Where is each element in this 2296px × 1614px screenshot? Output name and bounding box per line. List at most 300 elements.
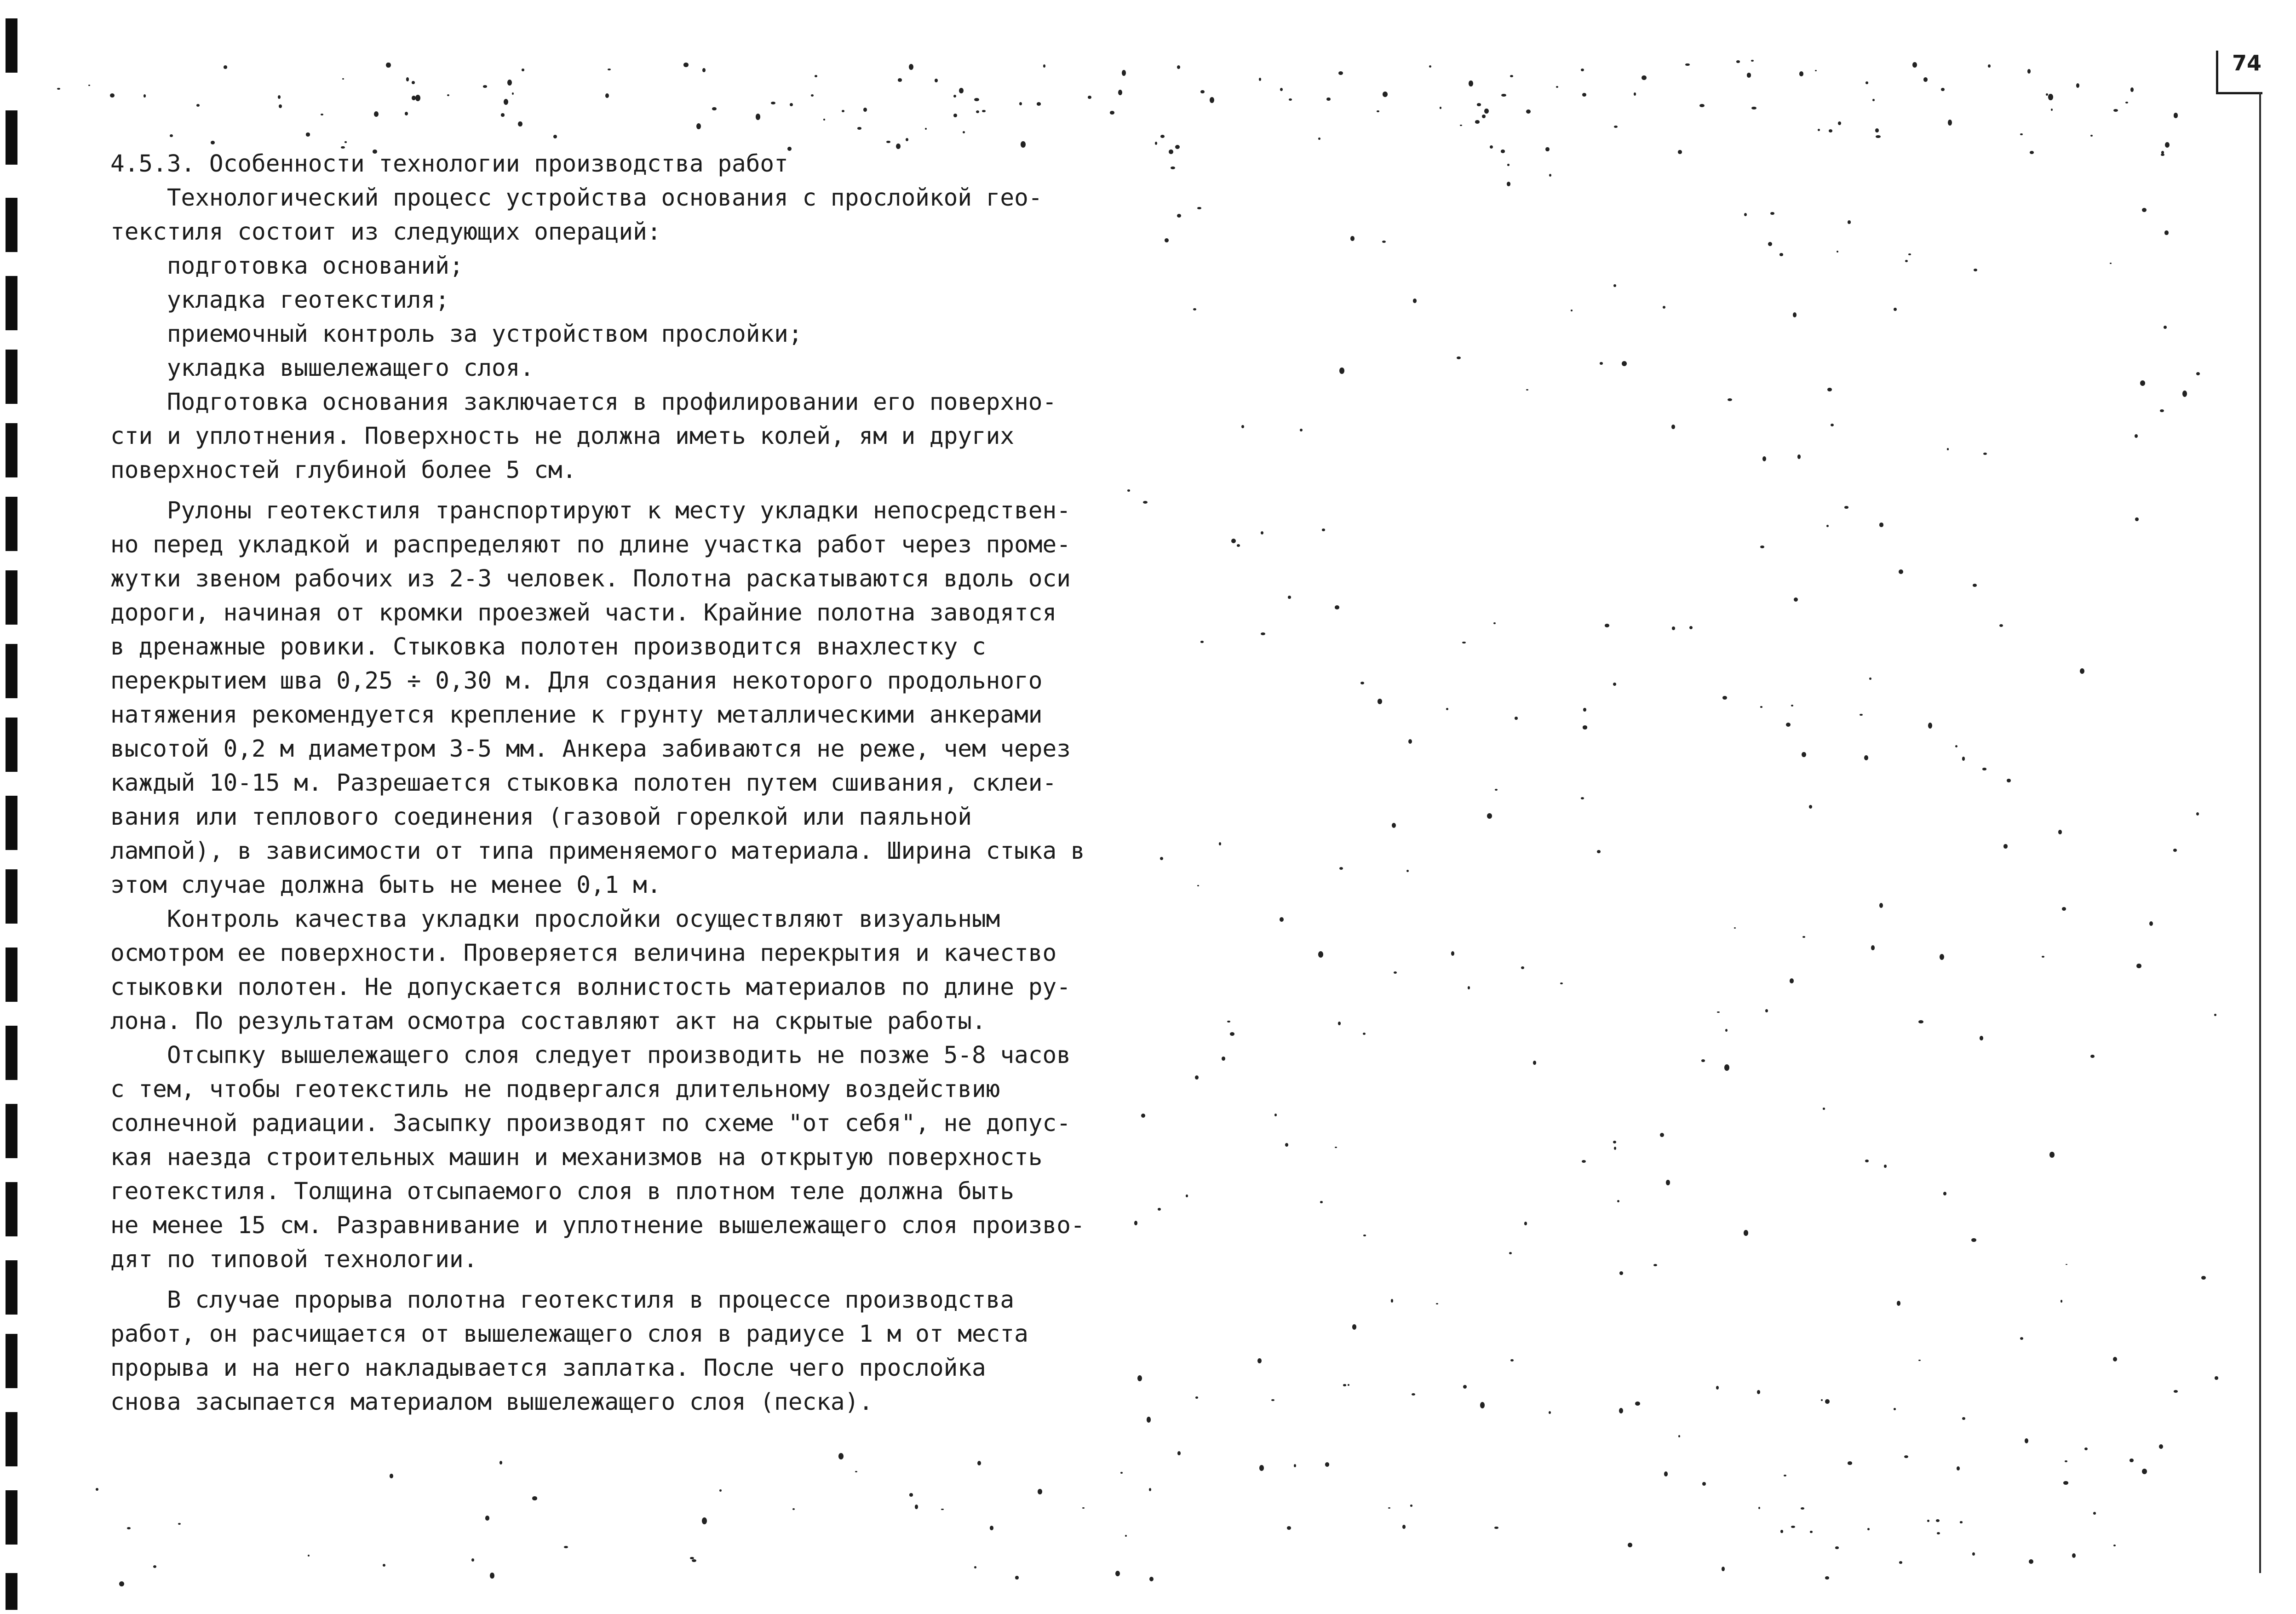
speck: [1274, 1114, 1277, 1116]
text-line: натяжения рекомендуется крепление к грунту металлическими анкерами: [110, 701, 1043, 729]
speck: [2080, 668, 2084, 674]
speck: [1799, 71, 1803, 76]
speck: [1463, 1385, 1467, 1389]
speck: [383, 1564, 385, 1567]
speck: [2142, 1469, 2147, 1474]
speck: [1666, 1180, 1670, 1185]
speck: [2201, 1276, 2206, 1280]
speck: [1462, 642, 1465, 644]
speck: [1660, 1133, 1664, 1137]
speck: [1560, 982, 1563, 984]
text-line: Контроль качества укладки прослойки осуществляют визуальным: [110, 906, 1000, 933]
speck: [1160, 135, 1165, 138]
speck: [1864, 755, 1868, 760]
speck: [2164, 230, 2168, 235]
speck: [2020, 1337, 2023, 1340]
speck: [1936, 1519, 1939, 1522]
speck: [1757, 1390, 1761, 1394]
speck: [756, 114, 760, 120]
speck: [608, 69, 611, 70]
speck: [1318, 951, 1323, 958]
speck: [447, 94, 449, 96]
speck: [144, 94, 146, 97]
speck: [1685, 63, 1689, 66]
speck: [1768, 242, 1772, 247]
speck: [696, 123, 701, 129]
speck: [224, 65, 228, 69]
speck: [1394, 971, 1397, 974]
speck: [815, 75, 817, 78]
speck: [1613, 284, 1616, 287]
text-line: жутки звеном рабочих из 2-3 человек. Полотна раскатываются вдоль оси: [110, 565, 1071, 592]
text-line: солнечной радиации. Засыпку производят по схеме "от себя", не допус-: [110, 1110, 1071, 1137]
speck: [1747, 73, 1751, 78]
speck: [842, 110, 844, 112]
speck: [1722, 696, 1727, 700]
speck: [1241, 425, 1244, 428]
speck: [1770, 212, 1774, 215]
speck: [1521, 966, 1524, 969]
speck: [1271, 1399, 1274, 1401]
speck: [1701, 1059, 1705, 1062]
speck: [1088, 96, 1091, 99]
speck: [1484, 109, 1489, 114]
speck: [1619, 1271, 1623, 1275]
speck: [1038, 1489, 1043, 1494]
speck: [982, 110, 986, 112]
speck: [1827, 388, 1832, 391]
text-line: лампой), в зависимости от типа применяемого материала. Ширина стыка в: [110, 838, 1085, 865]
speck: [1177, 1451, 1181, 1455]
speck: [1872, 99, 1875, 102]
speck: [1391, 1299, 1394, 1303]
speck: [1829, 129, 1832, 132]
speck: [1460, 125, 1462, 126]
speck: [1110, 111, 1114, 114]
speck: [1015, 1576, 1018, 1580]
speck: [1325, 1462, 1329, 1466]
speck: [308, 1555, 310, 1557]
speck: [1300, 429, 1303, 432]
speck: [1879, 523, 1884, 527]
speck: [374, 111, 379, 117]
speck: [1413, 299, 1417, 303]
page-number: 74: [2232, 51, 2262, 75]
speck: [1802, 752, 1806, 758]
speck: [1716, 1386, 1719, 1390]
speck: [1571, 310, 1573, 311]
speck: [1784, 1475, 1787, 1476]
text-line: Отсыпку вышележащего слоя следует производить не позже 5-8 часов: [110, 1042, 1071, 1069]
text-line: дят по типовой технологии.: [110, 1246, 478, 1273]
speck: [963, 131, 965, 133]
speck: [1912, 62, 1917, 68]
speck: [1614, 126, 1618, 128]
speck: [1177, 65, 1180, 69]
speck: [1287, 1526, 1291, 1530]
speck: [771, 102, 775, 104]
speck: [1171, 167, 1175, 169]
speck: [1905, 260, 1908, 262]
speck: [1475, 120, 1480, 124]
speck: [838, 1453, 844, 1459]
speck: [2084, 1447, 2088, 1450]
speck: [564, 1546, 568, 1548]
speck: [898, 78, 902, 82]
speck: [2090, 1055, 2095, 1058]
speck: [1257, 1358, 1262, 1363]
speck: [1526, 389, 1528, 391]
speck: [1744, 1230, 1749, 1235]
speck: [915, 1505, 918, 1509]
speck: [1879, 903, 1883, 908]
speck: [1734, 927, 1736, 929]
speck: [1335, 1147, 1337, 1148]
speck: [342, 78, 344, 80]
speck: [1261, 531, 1263, 534]
speck: [1259, 78, 1261, 81]
text-line: текстиля состоит из следующих операций:: [110, 218, 661, 246]
speck: [1908, 253, 1911, 255]
speck: [1285, 1143, 1288, 1147]
speck: [2142, 208, 2147, 213]
speck: [974, 1566, 976, 1568]
speck: [1760, 706, 1762, 708]
speck: [96, 1488, 98, 1491]
speck: [2093, 1512, 2095, 1515]
speck: [1197, 207, 1201, 209]
speck: [683, 63, 688, 67]
speck: [1634, 92, 1636, 95]
speck: [278, 95, 281, 99]
speck: [1613, 1141, 1616, 1144]
speck: [925, 128, 927, 130]
text-line: в дренажные ровики. Стыковка полотен производится внахлестку с: [110, 633, 986, 661]
speck: [1457, 356, 1461, 360]
speck: [1791, 1526, 1795, 1528]
speck: [1581, 69, 1584, 71]
speck: [504, 99, 508, 105]
speck: [1689, 626, 1693, 629]
speck: [712, 107, 717, 111]
speck: [1402, 1525, 1406, 1528]
section-heading: 4.5.3. Особенности технологии производства работ: [110, 150, 788, 178]
speck: [1815, 70, 1817, 71]
speck: [1377, 110, 1379, 112]
speck: [1818, 129, 1820, 131]
text-line: Подготовка основания заключается в профилировании его поверхно-: [110, 389, 1057, 416]
speck: [1671, 425, 1675, 429]
speck: [2182, 391, 2187, 397]
speck: [1019, 102, 1022, 105]
speck: [1664, 1471, 1668, 1476]
speck: [886, 141, 890, 144]
speck: [2029, 1559, 2033, 1564]
speck: [344, 141, 346, 143]
speck: [2061, 1300, 2063, 1303]
speck: [1955, 745, 1957, 747]
speck: [412, 81, 414, 84]
speck: [1197, 885, 1200, 886]
speck: [1533, 1061, 1536, 1065]
speck: [1195, 1396, 1199, 1399]
speck: [1493, 622, 1496, 624]
speck: [1672, 626, 1676, 630]
speck: [1480, 1402, 1485, 1408]
speck: [1193, 308, 1196, 310]
speck: [1941, 88, 1945, 91]
speck: [2030, 151, 2034, 154]
speck: [110, 93, 115, 98]
speck: [1280, 88, 1283, 91]
speck: [1320, 1201, 1322, 1204]
speck: [1350, 236, 1355, 241]
speck: [119, 1581, 124, 1586]
speck: [2149, 921, 2153, 926]
speck: [1501, 94, 1506, 97]
speck: [2164, 326, 2167, 329]
speck: [1794, 597, 1798, 602]
speck: [553, 135, 557, 138]
text-line: высотой 0,2 м диаметром 3-5 мм. Анкера забиваются не реже, чем через: [110, 735, 1071, 763]
speck: [1960, 1521, 1963, 1523]
speck: [1115, 1571, 1120, 1576]
speck: [406, 77, 409, 81]
speck: [2130, 87, 2134, 92]
speck: [1838, 121, 1841, 125]
speck: [1149, 1488, 1151, 1491]
speck: [196, 104, 200, 107]
speck: [1451, 951, 1454, 956]
speck: [1614, 1147, 1616, 1150]
speck: [1844, 506, 1848, 508]
speck: [1261, 632, 1265, 635]
speck: [605, 93, 609, 98]
text-line: снова засыпается материалом вышележащего слоя (песка).: [110, 1389, 873, 1416]
speck: [935, 79, 938, 82]
text-line: но перед укладкой и распределяют по длине участка работ через проме-: [110, 531, 1071, 558]
speck: [2135, 434, 2138, 438]
speck: [1826, 525, 1829, 527]
speck: [1495, 789, 1498, 791]
speck: [501, 113, 505, 116]
speck: [1122, 70, 1126, 75]
speck: [1526, 109, 1531, 114]
speck: [211, 141, 215, 144]
speck: [1947, 448, 1949, 450]
speck: [483, 85, 487, 88]
speck: [977, 1461, 981, 1465]
speck: [127, 1527, 131, 1529]
speck: [1983, 453, 1987, 455]
speck: [485, 1516, 489, 1521]
speck: [1860, 714, 1863, 716]
speck: [1894, 1408, 1896, 1410]
speck: [1406, 870, 1409, 872]
speck: [1509, 1252, 1512, 1254]
speck: [507, 80, 512, 86]
speck: [1869, 678, 1871, 680]
speck: [1780, 1530, 1783, 1533]
speck: [2020, 133, 2022, 135]
text-line: дороги, начиная от кромки проезжей части. Крайние полотна заводятся: [110, 599, 1057, 626]
speck: [1736, 60, 1740, 63]
speck: [1382, 241, 1386, 243]
speck: [1943, 1192, 1946, 1195]
speck: [1797, 454, 1801, 459]
text-line: работ, он расчищается от вышележащего слоя в радиусе 1 м от места: [110, 1321, 1028, 1348]
speck: [1876, 135, 1881, 138]
speck: [1175, 145, 1180, 149]
speck: [909, 64, 913, 70]
speck: [2173, 849, 2177, 852]
speck: [1210, 97, 1214, 103]
speck: [1147, 1417, 1151, 1423]
speck: [855, 1471, 858, 1473]
text-line: приемочный контроль за устройством прослойки;: [110, 321, 803, 348]
speck: [1762, 456, 1766, 461]
speck: [1825, 1399, 1830, 1404]
speck: [1177, 214, 1181, 218]
speck: [412, 96, 416, 100]
speck: [1410, 1505, 1412, 1506]
speck: [2007, 779, 2011, 782]
speck: [1487, 813, 1492, 819]
speck: [1339, 867, 1343, 870]
speck: [1722, 1567, 1725, 1571]
speck: [1635, 1401, 1640, 1406]
speck: [1440, 107, 1442, 109]
speck: [692, 1559, 696, 1562]
speck: [1549, 1411, 1551, 1414]
speck: [1149, 1577, 1154, 1581]
speck: [1155, 142, 1158, 145]
speck: [1928, 723, 1932, 729]
speck: [1363, 1033, 1366, 1035]
speck: [2125, 102, 2129, 103]
text-line: сти и уплотнения. Поверхность не должна иметь колей, ям и других: [110, 423, 1015, 450]
speck: [1510, 1359, 1514, 1362]
speck: [471, 1558, 474, 1562]
speck: [1549, 174, 1551, 177]
speck: [1940, 954, 1945, 960]
text-line: лона. По результатам осмотра составляют акт на скрытые работы.: [110, 1008, 986, 1035]
speck: [2196, 372, 2200, 375]
speck: [1642, 75, 1647, 80]
speck: [1918, 1020, 1923, 1023]
speck: [1744, 213, 1747, 216]
speck: [2165, 142, 2169, 148]
speck: [1230, 1032, 1234, 1036]
speck: [170, 134, 173, 137]
speck: [1165, 238, 1169, 243]
speck: [2159, 1444, 2163, 1449]
speck: [1412, 1393, 1415, 1396]
speck: [2072, 1553, 2076, 1558]
speck: [1468, 986, 1470, 989]
text-line: Технологический процесс устройства основания с прослойкой гео-: [110, 184, 1043, 212]
speck: [1446, 708, 1449, 711]
speck: [1848, 220, 1850, 224]
speck: [490, 1573, 494, 1579]
speck: [811, 94, 814, 97]
speck: [1490, 145, 1493, 149]
speck: [1280, 917, 1284, 922]
speck: [1082, 1507, 1085, 1509]
speck: [1348, 1384, 1349, 1386]
speck: [2058, 830, 2062, 834]
text-line: осмотром ее поверхности. Проверяется величина перекрытия и качество: [110, 940, 1057, 967]
speck: [1294, 1464, 1296, 1468]
speck: [1982, 768, 1986, 770]
speck: [2161, 154, 2164, 156]
speck: [790, 103, 793, 106]
speck: [1786, 723, 1791, 727]
speck: [1501, 149, 1505, 153]
speck: [959, 88, 964, 94]
speck: [1556, 86, 1558, 88]
speck: [1605, 624, 1610, 627]
speck: [1597, 850, 1601, 854]
speck: [990, 1526, 994, 1530]
speck: [1378, 699, 1383, 704]
speck: [1227, 1021, 1230, 1023]
text-line: геотекстиля. Толщина отсыпаемого слоя в плотном теле должна быть: [110, 1178, 1015, 1205]
speck: [1200, 641, 1203, 643]
speck: [1971, 1238, 1976, 1242]
speck: [1974, 269, 1977, 271]
speck: [306, 132, 310, 136]
speck: [941, 1509, 943, 1510]
speck: [2196, 812, 2199, 816]
speck: [1388, 1507, 1390, 1509]
speck: [1867, 1528, 1869, 1530]
speck: [1884, 1165, 1886, 1168]
speck: [1583, 708, 1586, 712]
speck: [1678, 1435, 1680, 1437]
speck: [1219, 842, 1221, 845]
speck: [2140, 380, 2145, 386]
speck: [1322, 528, 1325, 531]
speck: [1802, 936, 1806, 938]
speck: [1801, 1507, 1804, 1510]
speck: [1231, 539, 1236, 543]
speck: [1259, 1465, 1264, 1470]
speck: [1663, 306, 1665, 309]
speck: [1899, 1561, 1902, 1563]
document-body: [110, 147, 1141, 1419]
speck: [1582, 93, 1586, 97]
speck: [1617, 1200, 1619, 1202]
speck: [1392, 823, 1396, 828]
text-line: подготовка оснований;: [110, 253, 464, 280]
text-line: укладка геотекстиля;: [110, 287, 449, 314]
speck: [1999, 624, 2003, 627]
speck: [2066, 1264, 2067, 1265]
speck: [702, 68, 706, 72]
speck: [1515, 717, 1518, 720]
speck: [1288, 596, 1291, 599]
speck: [1545, 147, 1549, 151]
speck: [279, 104, 282, 108]
speck: [2027, 69, 2031, 73]
text-line: этом случае должна быть не менее 0,1 м.: [110, 872, 661, 899]
speck: [1628, 1543, 1632, 1547]
speck: [386, 63, 390, 68]
speck: [1988, 64, 1991, 68]
speck: [1289, 98, 1292, 101]
speck: [1927, 1520, 1929, 1522]
